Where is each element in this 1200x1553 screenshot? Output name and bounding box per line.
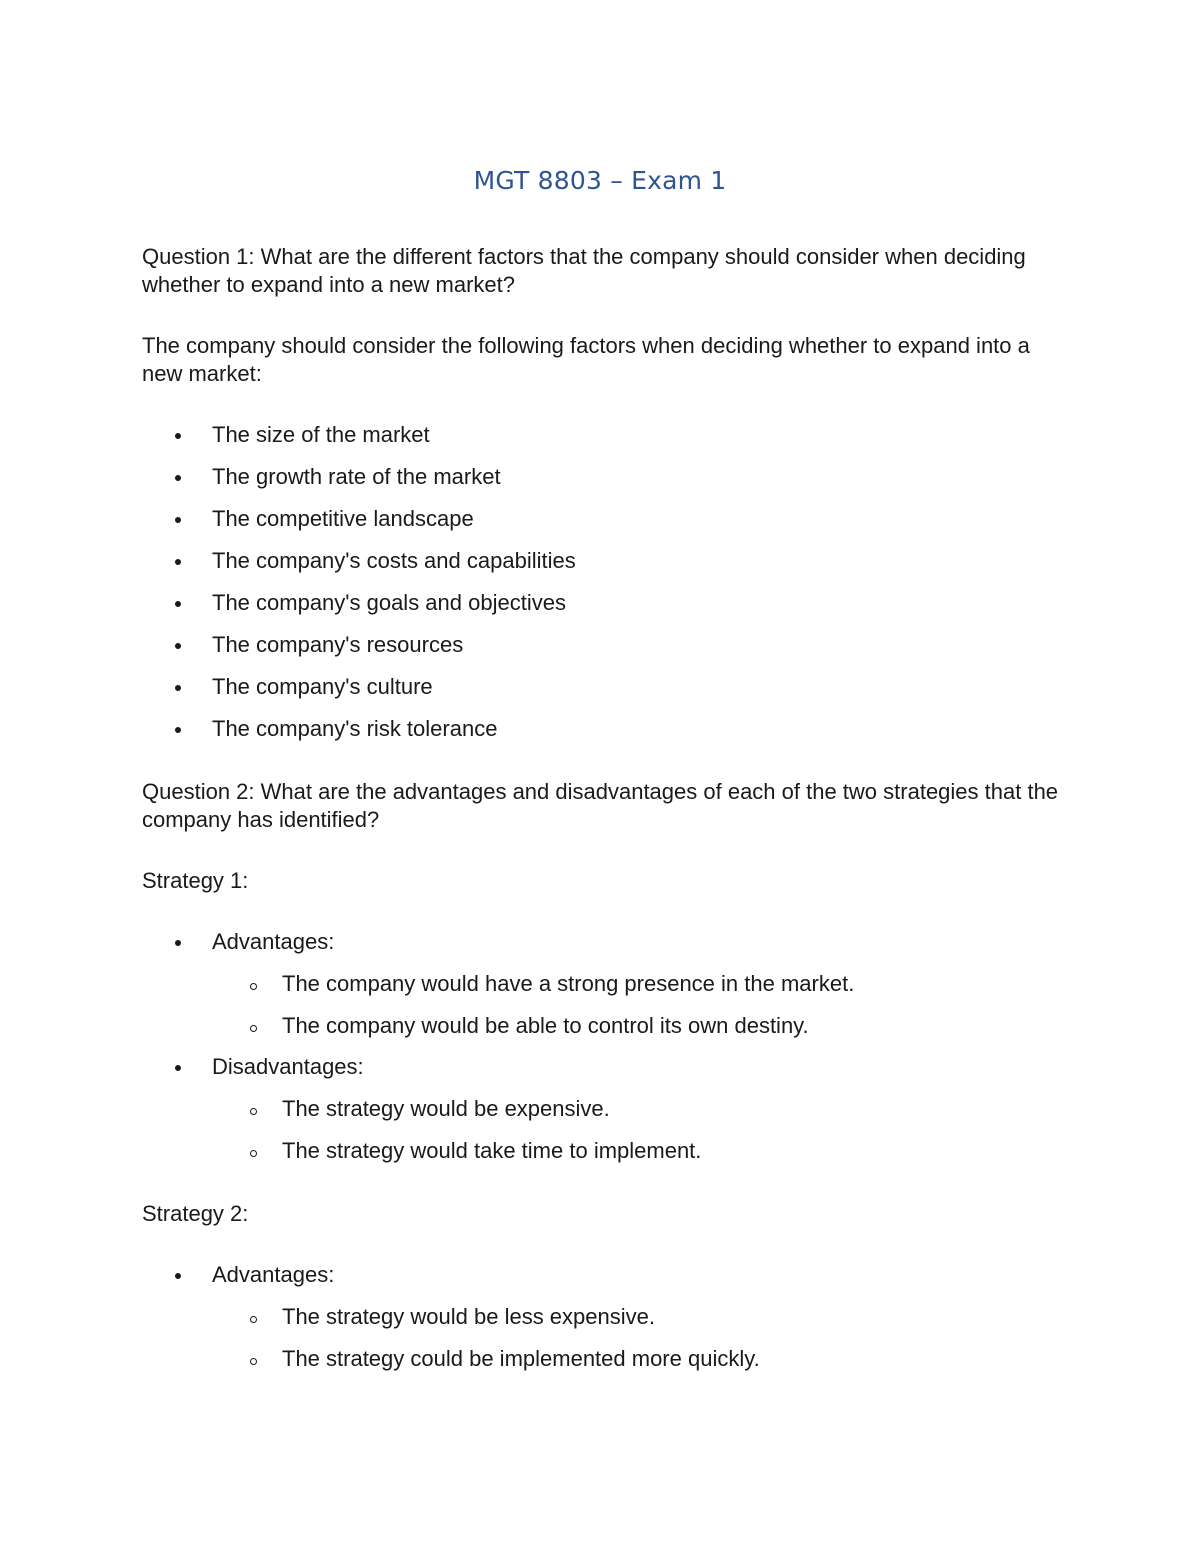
factor-text: The company's risk tolerance: [212, 716, 498, 741]
list-item: [142, 505, 1062, 533]
advantage-text: The company would be able to control its own destiny.: [282, 1013, 809, 1038]
advantages-list: [212, 970, 1062, 1040]
bullet-icon: [175, 643, 181, 649]
disadvantages-label: Disadvantages:: [212, 1054, 364, 1079]
advantages-label: Advantages:: [212, 929, 335, 954]
bullet-icon: [175, 517, 181, 523]
factor-text: The growth rate of the market: [212, 464, 501, 489]
answer-1-intro: The company should consider the following factors when deciding whether to expand into a new market:: [142, 333, 1030, 386]
strategy-1-list: [142, 928, 1062, 1165]
strategy-2-list: [142, 1261, 1062, 1373]
factor-text: The competitive landscape: [212, 506, 474, 531]
disadvantage-text: The strategy would be expensive.: [282, 1096, 610, 1121]
circle-bullet-icon: [250, 1316, 257, 1323]
circle-bullet-icon: [250, 983, 257, 990]
disadvantage-text: The strategy would take time to implement.: [282, 1138, 702, 1163]
advantages-group: [142, 1261, 1062, 1373]
page-title: MGT 8803 – Exam 1: [473, 166, 727, 195]
factor-text: The company's culture: [212, 674, 433, 699]
advantage-text: The strategy could be implemented more quickly.: [282, 1346, 760, 1371]
bullet-icon: [175, 685, 181, 691]
advantages-list: [212, 1303, 1062, 1373]
bullet-icon: [175, 1273, 181, 1279]
bullet-icon: [175, 601, 181, 607]
list-item: [212, 970, 1062, 998]
circle-bullet-icon: [250, 1358, 257, 1365]
bullet-icon: [175, 559, 181, 565]
advantages-label: Advantages:: [212, 1262, 335, 1287]
advantage-text: The company would have a strong presence in the market.: [282, 971, 855, 996]
list-item: [212, 1303, 1062, 1331]
factor-text: The company's resources: [212, 632, 464, 657]
list-item: [142, 673, 1062, 701]
list-item: [142, 631, 1062, 659]
strategy-2-label: Strategy 2:: [142, 1201, 249, 1226]
list-item: [212, 1095, 1062, 1123]
list-item: [212, 1345, 1062, 1373]
bullet-icon: [175, 727, 181, 733]
circle-bullet-icon: [250, 1150, 257, 1157]
list-item: [142, 463, 1062, 491]
bullet-icon: [175, 433, 181, 439]
disadvantages-group: [142, 1053, 1062, 1165]
factor-text: The company's goals and objectives: [212, 590, 566, 615]
list-item: [212, 1012, 1062, 1040]
bullet-icon: [175, 940, 181, 946]
strategy-1-label: Strategy 1:: [142, 868, 249, 893]
question-1: Question 1: What are the different factors that the company should consider when deciding whether to expand into a new market?: [142, 244, 1026, 297]
factor-text: The size of the market: [212, 422, 430, 447]
list-item: [212, 1137, 1062, 1165]
bullet-icon: [175, 475, 181, 481]
factors-list: [142, 421, 1062, 743]
list-item: [142, 421, 1062, 449]
question-2: Question 2: What are the advantages and disadvantages of each of the two strategies that the company has identified?: [142, 779, 1059, 832]
list-item: [142, 715, 1062, 743]
document-body: [142, 243, 1062, 1408]
advantage-text: The strategy would be less expensive.: [282, 1304, 655, 1329]
bullet-icon: [175, 1065, 181, 1071]
circle-bullet-icon: [250, 1025, 257, 1032]
list-item: [142, 547, 1062, 575]
advantages-group: [142, 928, 1062, 1040]
circle-bullet-icon: [250, 1108, 257, 1115]
factor-text: The company's costs and capabilities: [212, 548, 576, 573]
disadvantages-list: [212, 1095, 1062, 1165]
list-item: [142, 589, 1062, 617]
